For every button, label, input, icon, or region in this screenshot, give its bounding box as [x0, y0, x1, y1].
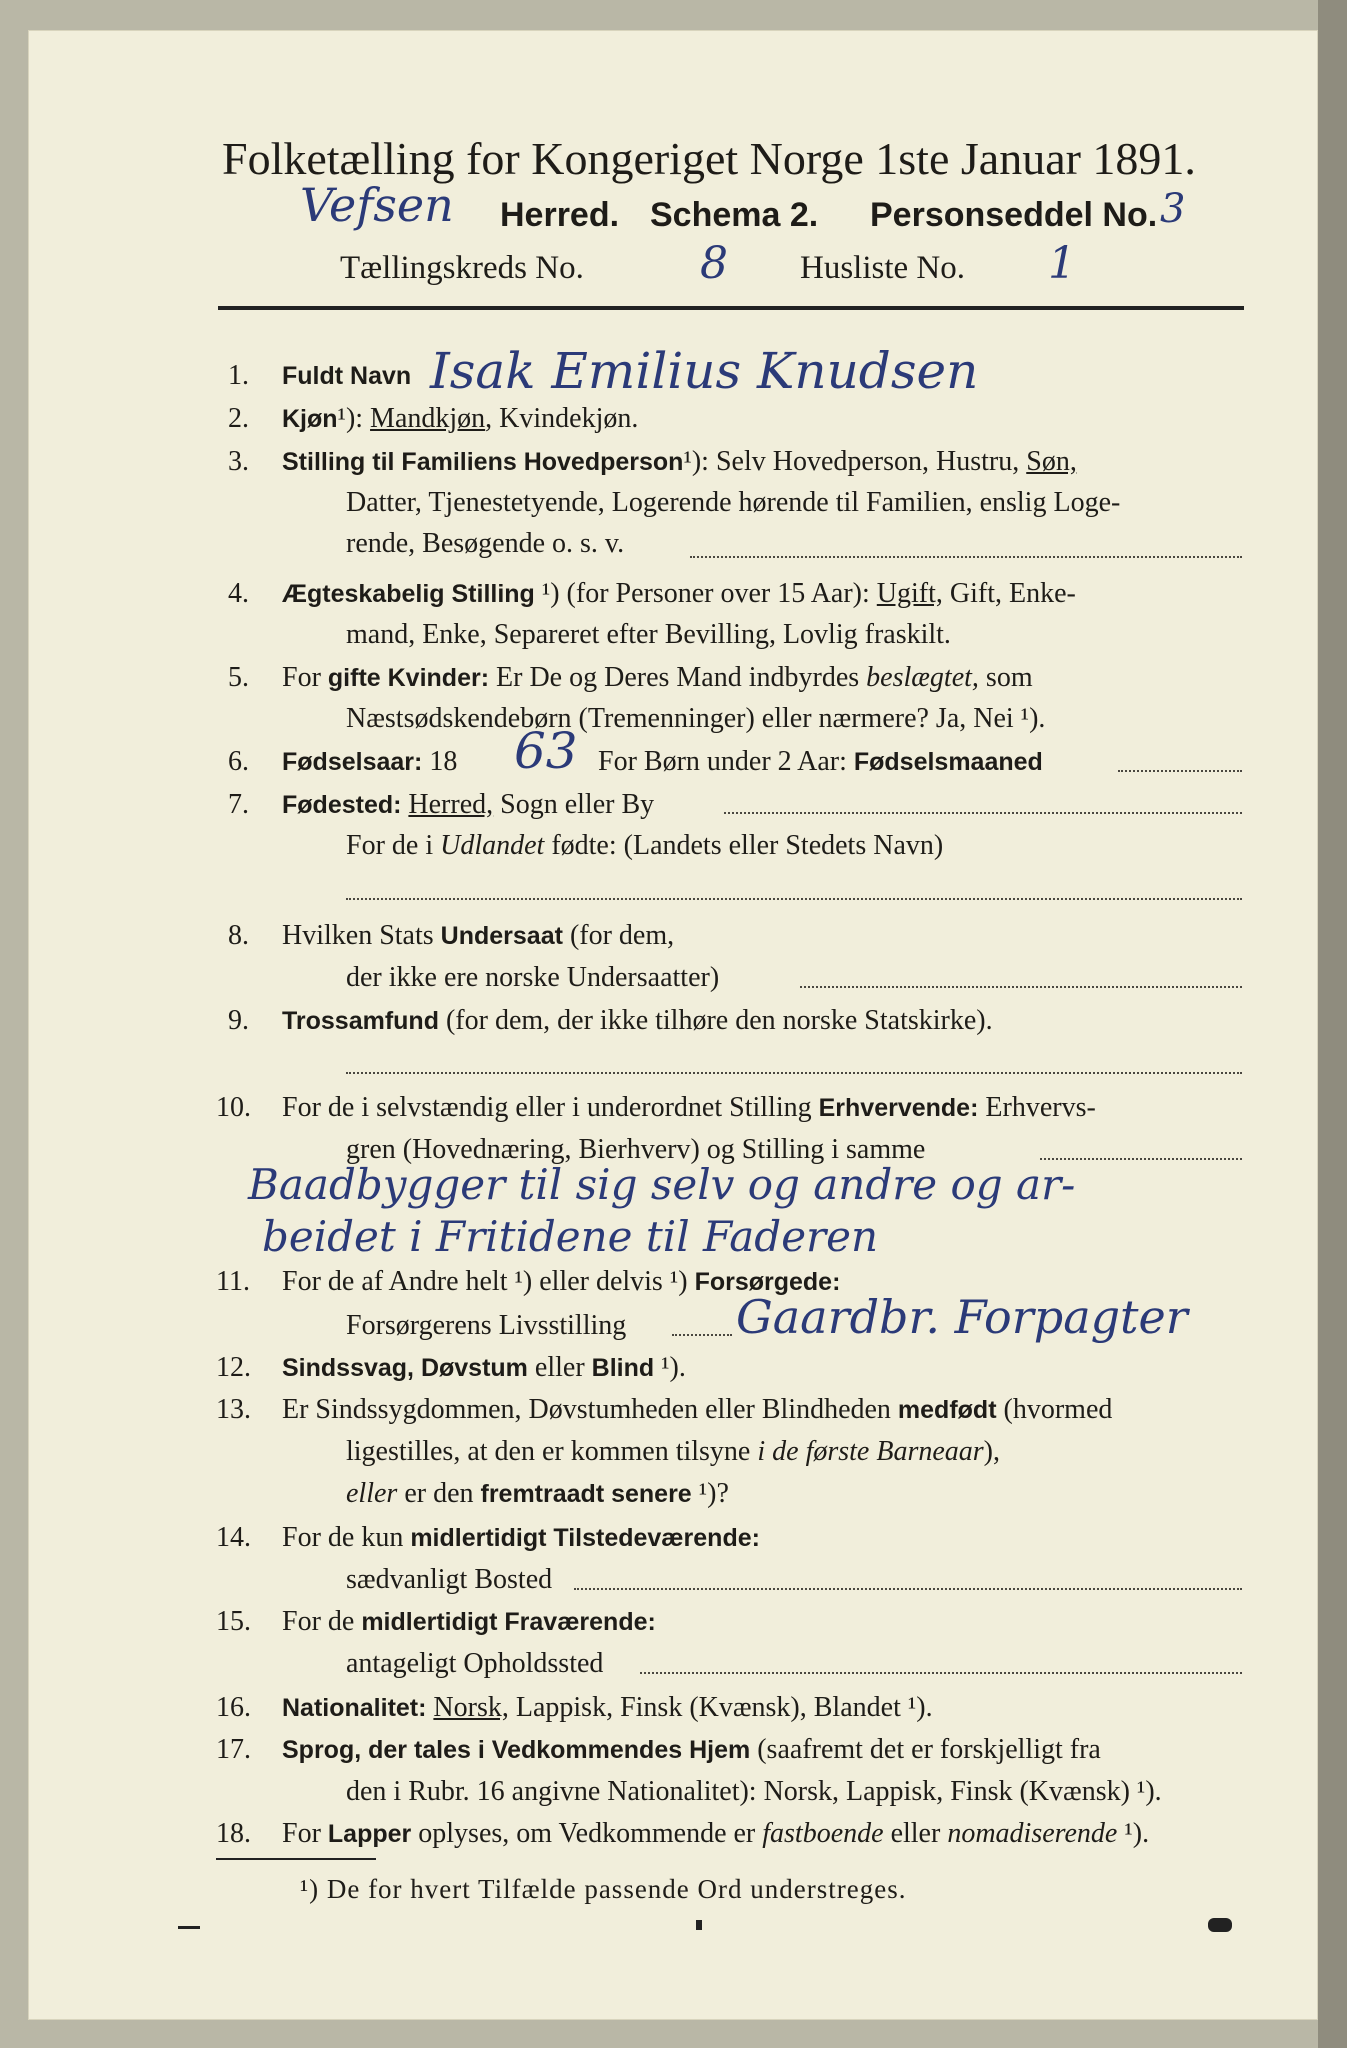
row-number: 12.: [216, 1352, 251, 1383]
row-number: 10.: [216, 1092, 251, 1123]
handwritten-husliste-no: 1: [1048, 238, 1076, 289]
field-gifte-kvinder: For gifte Kvinder: Er De og Deres Mand indbyrdes beslægtet, som: [282, 662, 1033, 693]
field-label-fuldt-navn: Fuldt Navn: [282, 362, 412, 390]
scan-mark: [696, 1920, 702, 1930]
field-opholdssted: antageligt Opholdssted: [346, 1648, 604, 1679]
row-number: 9.: [228, 1005, 249, 1036]
row-number: 7.: [228, 789, 249, 820]
row-number: 13.: [216, 1394, 251, 1425]
footnote-rule: [216, 1858, 376, 1860]
dotted-fill-line: [640, 1672, 1242, 1674]
field-trossamfund: Trossamfund (for dem, der ikke tilhøre den norske Statskirke).: [282, 1005, 993, 1036]
row-number: 4.: [228, 578, 249, 609]
row-number: 11.: [216, 1266, 250, 1297]
field-erhvervende: For de i selvstændig eller i underordnet Stilling Erhvervende: Erhvervs-: [282, 1092, 1096, 1123]
field-udlandet: For de i Udlandet fødte: (Landets eller Stedets Navn): [346, 830, 944, 861]
dotted-fill-line: [574, 1588, 1242, 1590]
row-number: 1.: [228, 360, 249, 391]
row-number: 17.: [216, 1734, 251, 1765]
field-forsorgerens-livsstilling: Forsørgerens Livsstilling: [346, 1310, 627, 1341]
field-gifte-kvinder-line2: Næstsødskendebørn (Tremenninger) eller nærmere? Ja, Nei ¹).: [346, 703, 1046, 734]
row-number: 6.: [228, 746, 249, 777]
dotted-fill-line: [346, 898, 1242, 900]
row-number: 2.: [228, 403, 249, 434]
field-forsorgede: For de af Andre helt ¹) eller delvis ¹) Forsørgede:: [282, 1266, 841, 1297]
field-erhvervende-line2: gren (Hovednæring, Bierhverv) og Stilling i samme: [346, 1134, 926, 1165]
scan-edge: [1318, 0, 1347, 2048]
field-medfodt: Er Sindssygdommen, Døvstumheden eller Blindheden medfødt (hvormed: [282, 1394, 1113, 1425]
handwritten-birth-year: 63: [514, 722, 578, 780]
row-number: 18.: [216, 1818, 251, 1849]
row-number: 5.: [228, 662, 249, 693]
handwritten-herred: Vefsen: [300, 178, 454, 232]
field-medfodt-line3: eller er den fremtraadt senere ¹)?: [346, 1478, 729, 1509]
field-lapper: For Lapper oplyses, om Vedkommende er fastboende eller nomadiserende ¹).: [282, 1818, 1150, 1849]
field-undersaat-line2: der ikke ere norske Undersaatter): [346, 962, 720, 993]
header-rule: [218, 306, 1244, 310]
field-stilling-familie-line3: rende, Besøgende o. s. v.: [346, 528, 625, 559]
handwritten-taellingskreds-no: 8: [700, 238, 728, 289]
field-sprog-line2: den i Rubr. 16 angivne Nationalitet): Norsk, Lappisk, Finsk (Kvænsk) ¹).: [346, 1776, 1162, 1807]
field-kjon: Kjøn¹): Mandkjøn, Kvindekjøn.: [282, 403, 639, 434]
field-fodested: Fødested: Herred, Sogn eller By: [282, 789, 655, 820]
field-stilling-familie: Stilling til Familiens Hovedperson¹): Selv Hovedperson, Hustru, Søn,: [282, 446, 1077, 477]
dotted-fill-line: [1118, 770, 1242, 772]
handwritten-occupation-line2: beidet i Fritidene til Faderen: [262, 1212, 879, 1261]
personseddel-label: Personseddel No.: [870, 196, 1158, 234]
field-sprog: Sprog, der tales i Vedkommendes Hjem (saafremt det er forskjelligt fra: [282, 1734, 1101, 1765]
husliste-label: Husliste No.: [800, 250, 965, 286]
field-sindssvag: Sindssvag, Døvstum eller Blind ¹).: [282, 1352, 686, 1383]
row-number: 14.: [216, 1522, 251, 1553]
footnote: ¹) De for hvert Tilfælde passende Ord understreges.: [300, 1874, 907, 1904]
scan-mark: [1208, 1918, 1232, 1932]
dotted-fill-line: [672, 1334, 732, 1336]
field-nationalitet: Nationalitet: Norsk, Lappisk, Finsk (Kvænsk), Blandet ¹).: [282, 1692, 933, 1723]
handwritten-personseddel-no: 3: [1160, 186, 1186, 232]
field-fodselsmaaned: For Børn under 2 Aar: Fødselsmaaned: [598, 746, 1043, 777]
field-undersaat: Hvilken Stats Undersaat (for dem,: [282, 920, 675, 951]
field-aegteskabelig-line2: mand, Enke, Separeret efter Bevilling, Lovlig fraskilt.: [346, 619, 951, 650]
row-number: 15.: [216, 1606, 251, 1637]
scan-mark: [178, 1926, 200, 1929]
handwritten-full-name: Isak Emilius Knudsen: [430, 342, 979, 400]
field-fodselsaar: Fødselsaar: 18: [282, 746, 458, 777]
field-tilstedevaerende: For de kun midlertidigt Tilstedeværende:: [282, 1522, 760, 1553]
handwritten-provider-occupation: Gaardbr. Forpagter: [736, 1290, 1188, 1344]
dotted-fill-line: [800, 986, 1242, 988]
field-aegteskabelig: Ægteskabelig Stilling ¹) (for Personer over 15 Aar): Ugift, Gift, Enke-: [282, 578, 1076, 609]
field-fravaerende: For de midlertidigt Fraværende:: [282, 1606, 656, 1637]
handwritten-occupation-line1: Baadbygger til sig selv og andre og ar-: [248, 1160, 1076, 1209]
row-number: 16.: [216, 1692, 251, 1723]
schema-label: Schema 2.: [650, 196, 819, 234]
form-title: Folketælling for Kongeriget Norge 1ste Januar 1891.: [222, 133, 1196, 184]
taellingskreds-label: Tællingskreds No.: [340, 250, 584, 286]
field-medfodt-line2: ligestilles, at den er kommen tilsyne i de første Barneaar),: [346, 1436, 1000, 1467]
dotted-fill-line: [724, 812, 1242, 814]
field-stilling-familie-line2: Datter, Tjenestetyende, Logerende hørende til Familien, enslig Loge-: [346, 487, 1121, 518]
field-saedvanligt-bosted: sædvanligt Bosted: [346, 1564, 553, 1595]
dotted-fill-line: [690, 556, 1242, 558]
row-number: 8.: [228, 920, 249, 951]
dotted-fill-line: [346, 1072, 1242, 1074]
row-number: 3.: [228, 446, 249, 477]
herred-label: Herred.: [500, 196, 620, 234]
